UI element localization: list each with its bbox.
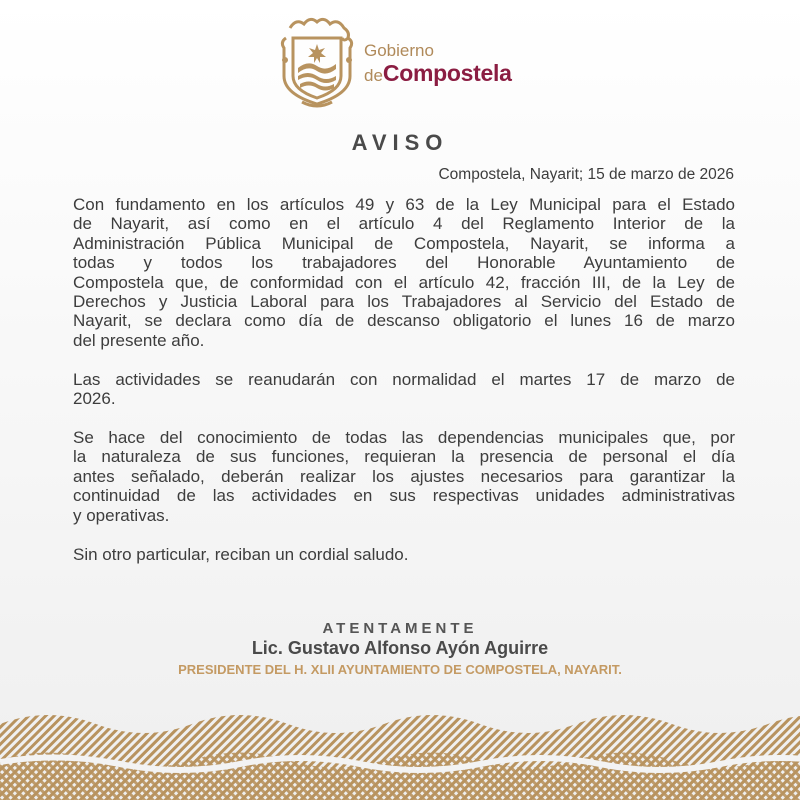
logo-line1: Gobierno xyxy=(364,41,434,60)
notice-body xyxy=(73,195,735,584)
paragraph-line: del presente año. xyxy=(73,330,205,350)
paragraph-line: continuidad de las actividades en sus respectivas unidades administrativas xyxy=(73,486,735,506)
logo-name: Compostela xyxy=(382,60,512,86)
paragraph-line: Se hace del conocimiento de todas las dependencias municipales que, por xyxy=(73,428,735,448)
paragraph-line: Las actividades se reanudarán con normalidad el martes 17 de marzo de xyxy=(73,369,735,389)
paragraph-line: Administración Pública Municipal de Compostela, Nayarit, se informa a xyxy=(73,233,735,253)
paragraph-line: de Nayarit, así como en el artículo 4 del Reglamento Interior de la xyxy=(73,214,735,234)
closing: ATENTAMENTE xyxy=(322,620,478,637)
coat-of-arms-icon xyxy=(276,14,358,112)
signatory-name: Lic. Gustavo Alfonso Ayón Aguirre xyxy=(251,638,549,658)
paragraph-line: Nayarit, se declara como día de descanso obligatorio el lunes 16 de marzo xyxy=(73,311,735,331)
paragraph-line: Con fundamento en los artículos 49 y 63 de la Ley Municipal para el Estado xyxy=(73,195,735,214)
paragraph-line: 2026. xyxy=(73,389,116,409)
logo-de: de xyxy=(364,66,383,85)
date-line: Compostela, Nayarit; 15 de marzo de 2026 xyxy=(438,166,734,183)
logo xyxy=(276,14,536,114)
paragraph xyxy=(73,195,735,350)
paragraph-line: y operativas. xyxy=(73,505,170,525)
page-title: AVISO xyxy=(351,130,449,155)
paragraph-line: antes señalado, deberán realizar los ajustes necesarios para garantizar la xyxy=(73,466,735,486)
paragraph-line: Compostela que, de conformidad con el artículo 42, fracción III, de la Ley de xyxy=(73,272,735,292)
decorative-wave-pattern xyxy=(0,700,800,800)
paragraph-line: Sin otro particular, reciban un cordial saludo. xyxy=(73,544,409,564)
paragraph-line: Derechos y Justicia Laboral para los Trabajadores al Servicio del Estado de xyxy=(73,292,735,312)
paragraph-line: todas y todos los trabajadores del Honorable Ayuntamiento de xyxy=(73,253,735,273)
paragraph xyxy=(73,428,735,525)
signatory-role: PRESIDENTE DEL H. XLII AYUNTAMIENTO DE COMPOSTELA, NAYARIT. xyxy=(178,662,622,677)
paragraph xyxy=(73,370,735,409)
paragraph-line: la naturaleza de sus funciones, requieran la presencia de personal el día xyxy=(73,447,735,467)
paragraph xyxy=(73,545,735,564)
